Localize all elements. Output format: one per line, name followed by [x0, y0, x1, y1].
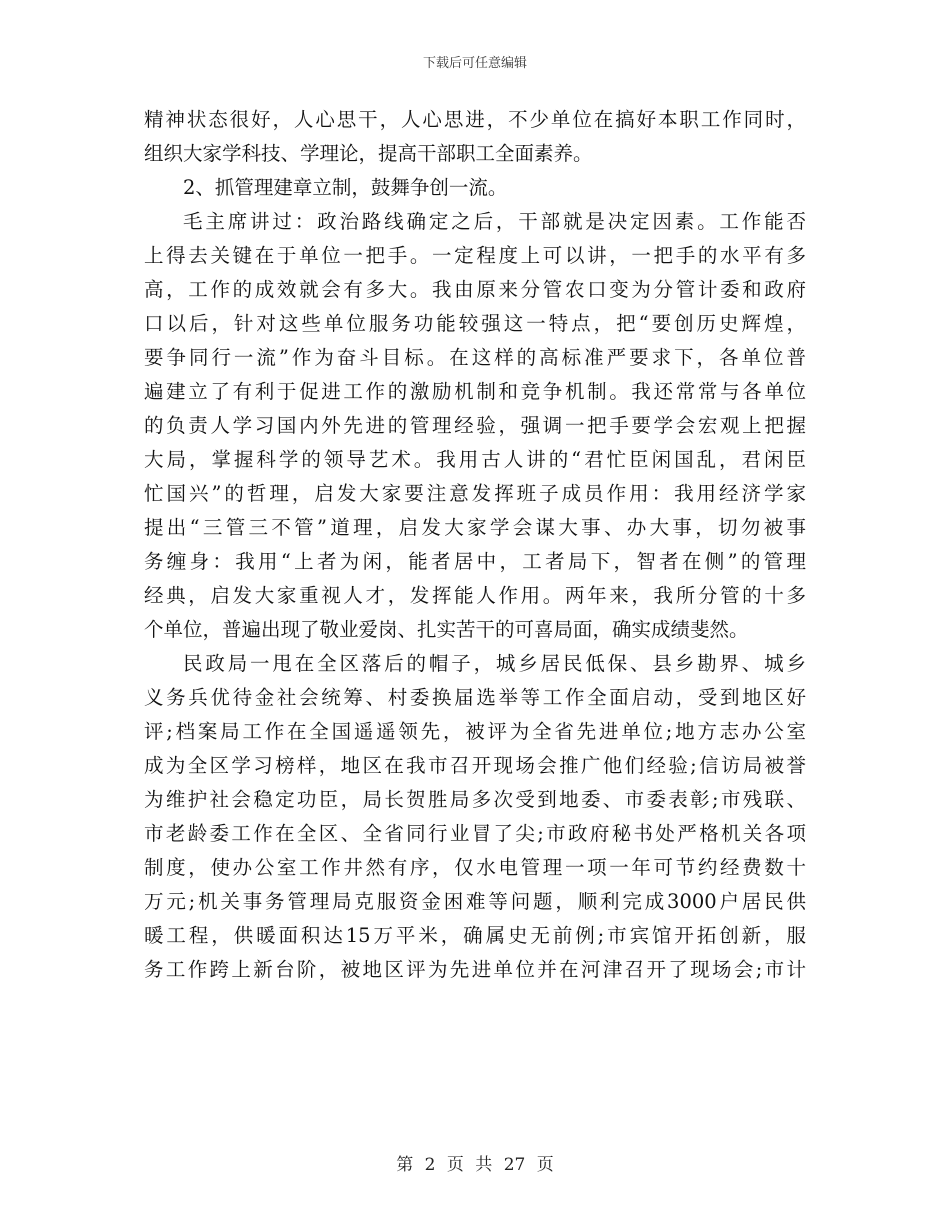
- text-line: 务缠身：我用“上者为闲，能者居中，工者局下，智者在侧”的管理: [144, 550, 806, 573]
- section-heading: 2、抓管理建章立制，鼓舞争创一流。: [183, 176, 508, 199]
- text-line: 制度，使办公室工作井然有序，仅水电管理一项一年可节约经费数十: [144, 856, 806, 879]
- page-number-footer: 第 2 页 共 27 页: [396, 1155, 554, 1175]
- text-line: 毛主席讲过：政治路线确定之后，干部就是决定因素。工作能否: [183, 210, 806, 233]
- document-body: [144, 103, 806, 987]
- text-line: 市老龄委工作在全区、全省同行业冒了尖;市政府秘书处严格机关各项: [144, 822, 806, 845]
- text-line: 评;档案局工作在全国遥遥领先，被评为全省先进单位;地方志办公室: [144, 720, 806, 743]
- text-line: 提出“三管三不管”道理，启发大家学会谋大事、办大事，切勿被事: [144, 516, 806, 539]
- text-line: 要争同行一流”作为奋斗目标。在这样的高标准严要求下，各单位普: [144, 346, 806, 369]
- page-header: 下载后可任意编辑: [422, 56, 527, 71]
- text-line: 务工作跨上新台阶，被地区评为先进单位并在河津召开了现场会;市计: [144, 958, 806, 981]
- text-line: 高，工作的成效就会有多大。我由原来分管农口变为分管计委和政府: [144, 278, 806, 301]
- text-line: 遍建立了有利于促进工作的激励机制和竞争机制。我还常常与各单位: [144, 380, 806, 403]
- text-line: 口以后，针对这些单位服务功能较强这一特点，把“要创历史辉煌，: [144, 312, 806, 335]
- text-line: 万元;机关事务管理局克服资金困难等问题，顺利完成3000户居民供: [144, 890, 806, 913]
- text-line: 成为全区学习榜样，地区在我市召开现场会推广他们经验;信访局被誉: [144, 754, 806, 777]
- text-line: 个单位，普遍出现了敬业爱岗、扎实苦干的可喜局面，确实成绩斐然。: [144, 618, 749, 641]
- text-line: 民政局一甩在全区落后的帽子，城乡居民低保、县乡勘界、城乡: [183, 652, 806, 675]
- text-line: 上得去关键在于单位一把手。一定程度上可以讲，一把手的水平有多: [144, 244, 806, 267]
- text-line: 忙国兴”的哲理，启发大家要注意发挥班子成员作用：我用经济学家: [144, 482, 806, 505]
- text-line: 组织大家学科技、学理论，提高干部职工全面素养。: [144, 142, 593, 165]
- text-line: 义务兵优待金社会统筹、村委换届选举等工作全面启动，受到地区好: [144, 686, 806, 709]
- text-line: 为维护社会稳定功臣，局长贺胜局多次受到地委、市委表彰;市残联、: [144, 788, 806, 811]
- text-line: 的负责人学习国内外先进的管理经验，强调一把手要学会宏观上把握: [144, 414, 806, 437]
- text-line: 精神状态很好，人心思干，人心思进，不少单位在搞好本职工作同时，: [144, 108, 806, 131]
- text-line: 暖工程，供暖面积达15万平米，确属史无前例;市宾馆开拓创新，服: [144, 924, 806, 947]
- text-line: 大局，掌握科学的领导艺术。我用古人讲的“君忙臣闲国乱，君闲臣: [144, 448, 806, 471]
- text-line: 经典，启发大家重视人才，发挥能人作用。两年来，我所分管的十多: [144, 584, 806, 607]
